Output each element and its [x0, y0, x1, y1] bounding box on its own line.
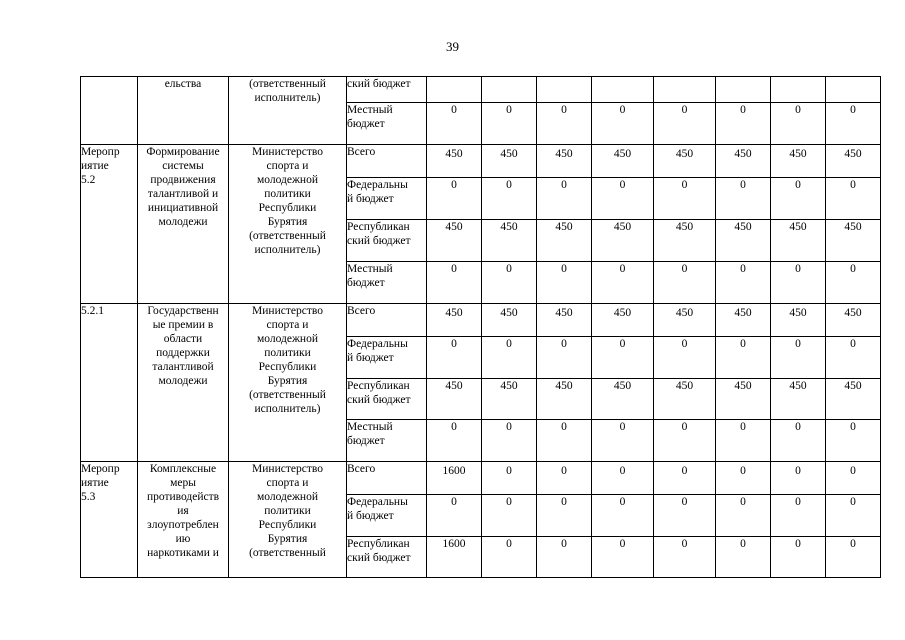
amount-cell: 0	[654, 178, 716, 220]
amount-cell: 0	[654, 495, 716, 537]
funding-source-cell	[347, 262, 427, 304]
table-row	[81, 77, 881, 103]
amount-cell: 450	[771, 379, 826, 420]
amount-cell	[654, 77, 716, 103]
responsible-org-cell	[229, 77, 347, 145]
amount-cell: 450	[654, 304, 716, 337]
amount-cell: 0	[654, 337, 716, 379]
measure-id-cell	[81, 462, 138, 578]
amount-cell: 0	[482, 462, 537, 495]
amount-cell: 450	[537, 379, 592, 420]
amount-cell: 0	[427, 103, 482, 145]
amount-cell: 450	[716, 379, 771, 420]
funding-source-label: Всего	[347, 463, 376, 475]
amount-cell	[482, 77, 537, 103]
amount-cell: 450	[826, 379, 881, 420]
funding-source-label: Федеральны й бюджет	[347, 179, 408, 205]
amount-cell: 0	[427, 420, 482, 462]
amount-cell: 0	[771, 103, 826, 145]
measure-id-cell-text: 5.2.1	[81, 305, 104, 317]
amount-cell: 450	[826, 220, 881, 262]
funding-source-cell	[347, 178, 427, 220]
table-row	[81, 304, 881, 337]
responsible-org-cell-text: Министерство спорта и молодежной политики Республики Бурятия (ответственный исполнитель)	[249, 146, 326, 256]
amount-cell: 0	[826, 537, 881, 578]
amount-cell: 450	[771, 145, 826, 178]
funding-source-cell	[347, 420, 427, 462]
amount-cell: 0	[427, 262, 482, 304]
funding-source-cell	[347, 220, 427, 262]
amount-cell: 0	[716, 495, 771, 537]
responsible-org-cell	[229, 145, 347, 304]
funding-source-cell	[347, 337, 427, 379]
amount-cell: 450	[537, 304, 592, 337]
amount-cell: 0	[654, 462, 716, 495]
amount-cell: 450	[716, 145, 771, 178]
measure-id-cell	[81, 145, 138, 304]
funding-source-label: Всего	[347, 146, 376, 158]
measure-title-cell-text: Формирование системы продвижения талантливой и инициативной молодежи	[146, 146, 220, 228]
amount-cell: 0	[537, 178, 592, 220]
amount-cell: 0	[592, 178, 654, 220]
funding-source-label: Местный бюджет	[347, 104, 393, 130]
amount-cell: 0	[716, 262, 771, 304]
amount-cell: 0	[482, 103, 537, 145]
funding-source-cell	[347, 537, 427, 578]
responsible-org-cell	[229, 462, 347, 578]
amount-cell: 0	[537, 495, 592, 537]
amount-cell: 0	[592, 337, 654, 379]
amount-cell: 450	[427, 304, 482, 337]
funding-source-cell	[347, 495, 427, 537]
amount-cell: 0	[826, 262, 881, 304]
measure-id-cell-text: Меропр иятие 5.3	[81, 463, 120, 503]
amount-cell: 0	[826, 495, 881, 537]
amount-cell: 0	[482, 178, 537, 220]
amount-cell: 0	[427, 178, 482, 220]
amount-cell: 450	[427, 220, 482, 262]
amount-cell: 0	[716, 337, 771, 379]
amount-cell: 450	[771, 220, 826, 262]
amount-cell: 0	[771, 462, 826, 495]
amount-cell: 0	[771, 262, 826, 304]
amount-cell: 0	[537, 262, 592, 304]
amount-cell: 450	[592, 145, 654, 178]
amount-cell: 0	[771, 420, 826, 462]
amount-cell: 0	[592, 103, 654, 145]
amount-cell: 0	[716, 462, 771, 495]
funding-source-cell	[347, 462, 427, 495]
measure-title-cell	[138, 145, 229, 304]
amount-cell: 0	[716, 537, 771, 578]
measure-title-cell	[138, 304, 229, 462]
amount-cell: 0	[537, 420, 592, 462]
amount-cell	[537, 77, 592, 103]
responsible-org-cell-text: Министерство спорта и молодежной политики Республики Бурятия (ответственный исполнитель)	[249, 305, 326, 415]
amount-cell: 0	[771, 495, 826, 537]
table-row	[81, 145, 881, 178]
amount-cell: 1600	[427, 462, 482, 495]
amount-cell: 0	[482, 420, 537, 462]
amount-cell: 450	[592, 220, 654, 262]
funding-source-label: Местный бюджет	[347, 263, 393, 289]
funding-source-label: Республикан ский бюджет	[347, 380, 411, 406]
amount-cell: 450	[654, 220, 716, 262]
measure-title-cell	[138, 462, 229, 578]
amount-cell: 0	[427, 337, 482, 379]
measure-id-cell-text: Меропр иятие 5.2	[81, 146, 120, 186]
funding-source-label: Местный бюджет	[347, 421, 393, 447]
amount-cell: 0	[654, 420, 716, 462]
amount-cell: 0	[482, 337, 537, 379]
amount-cell	[427, 77, 482, 103]
table-row	[81, 462, 881, 495]
amount-cell: 0	[826, 420, 881, 462]
funding-source-cell	[347, 77, 427, 103]
amount-cell: 0	[654, 262, 716, 304]
budget-table	[80, 76, 881, 578]
amount-cell: 450	[654, 145, 716, 178]
amount-cell: 450	[716, 304, 771, 337]
amount-cell: 450	[592, 379, 654, 420]
amount-cell: 0	[592, 495, 654, 537]
amount-cell: 0	[482, 537, 537, 578]
funding-source-cell	[347, 304, 427, 337]
measure-title-cell-text: ельства	[164, 78, 202, 90]
amount-cell: 0	[592, 420, 654, 462]
amount-cell: 0	[654, 103, 716, 145]
amount-cell: 450	[592, 304, 654, 337]
amount-cell: 0	[592, 262, 654, 304]
amount-cell	[592, 77, 654, 103]
responsible-org-cell-text: Министерство спорта и молодежной политики Республики Бурятия (ответственный	[249, 463, 326, 559]
funding-source-cell	[347, 379, 427, 420]
amount-cell: 0	[826, 103, 881, 145]
responsible-org-cell	[229, 304, 347, 462]
amount-cell: 0	[537, 537, 592, 578]
amount-cell: 450	[482, 145, 537, 178]
amount-cell: 0	[826, 178, 881, 220]
amount-cell: 0	[771, 337, 826, 379]
amount-cell: 450	[482, 304, 537, 337]
amount-cell: 450	[537, 145, 592, 178]
amount-cell: 0	[826, 462, 881, 495]
amount-cell: 0	[771, 537, 826, 578]
page-number: 39	[446, 39, 459, 54]
amount-cell: 0	[537, 103, 592, 145]
funding-source-cell	[347, 103, 427, 145]
amount-cell: 450	[537, 220, 592, 262]
amount-cell	[826, 77, 881, 103]
amount-cell: 450	[482, 379, 537, 420]
amount-cell: 1600	[427, 537, 482, 578]
amount-cell: 450	[826, 304, 881, 337]
amount-cell: 0	[482, 495, 537, 537]
funding-source-label: Республикан ский бюджет	[347, 221, 411, 247]
funding-source-label: Федеральны й бюджет	[347, 496, 408, 522]
amount-cell: 450	[826, 145, 881, 178]
amount-cell: 0	[654, 537, 716, 578]
amount-cell: 0	[537, 462, 592, 495]
measure-title-cell-text: Комплексные меры противодейств ия злоупотреблен ию наркотиками и	[146, 463, 220, 559]
amount-cell: 0	[592, 462, 654, 495]
amount-cell: 450	[482, 220, 537, 262]
amount-cell: 0	[826, 337, 881, 379]
amount-cell: 0	[716, 178, 771, 220]
amount-cell: 0	[592, 537, 654, 578]
amount-cell: 0	[716, 420, 771, 462]
amount-cell	[716, 77, 771, 103]
amount-cell: 0	[771, 178, 826, 220]
measure-id-cell	[81, 304, 138, 462]
amount-cell: 450	[654, 379, 716, 420]
funding-source-cell	[347, 145, 427, 178]
amount-cell: 450	[771, 304, 826, 337]
measure-id-cell	[81, 77, 138, 145]
amount-cell	[771, 77, 826, 103]
responsible-org-cell-text: (ответственный исполнитель)	[249, 78, 326, 104]
funding-source-label: ский бюджет	[347, 78, 411, 90]
measure-title-cell	[138, 77, 229, 145]
amount-cell: 450	[427, 145, 482, 178]
amount-cell: 450	[427, 379, 482, 420]
amount-cell: 450	[716, 220, 771, 262]
amount-cell: 0	[716, 103, 771, 145]
amount-cell: 0	[482, 262, 537, 304]
funding-source-label: Всего	[347, 305, 376, 317]
amount-cell: 0	[427, 495, 482, 537]
amount-cell: 0	[537, 337, 592, 379]
funding-source-label: Федеральны й бюджет	[347, 338, 408, 364]
measure-title-cell-text: Государственн ые премии в области поддержки талантливой молодежи	[147, 305, 219, 387]
funding-source-label: Республикан ский бюджет	[347, 538, 411, 564]
